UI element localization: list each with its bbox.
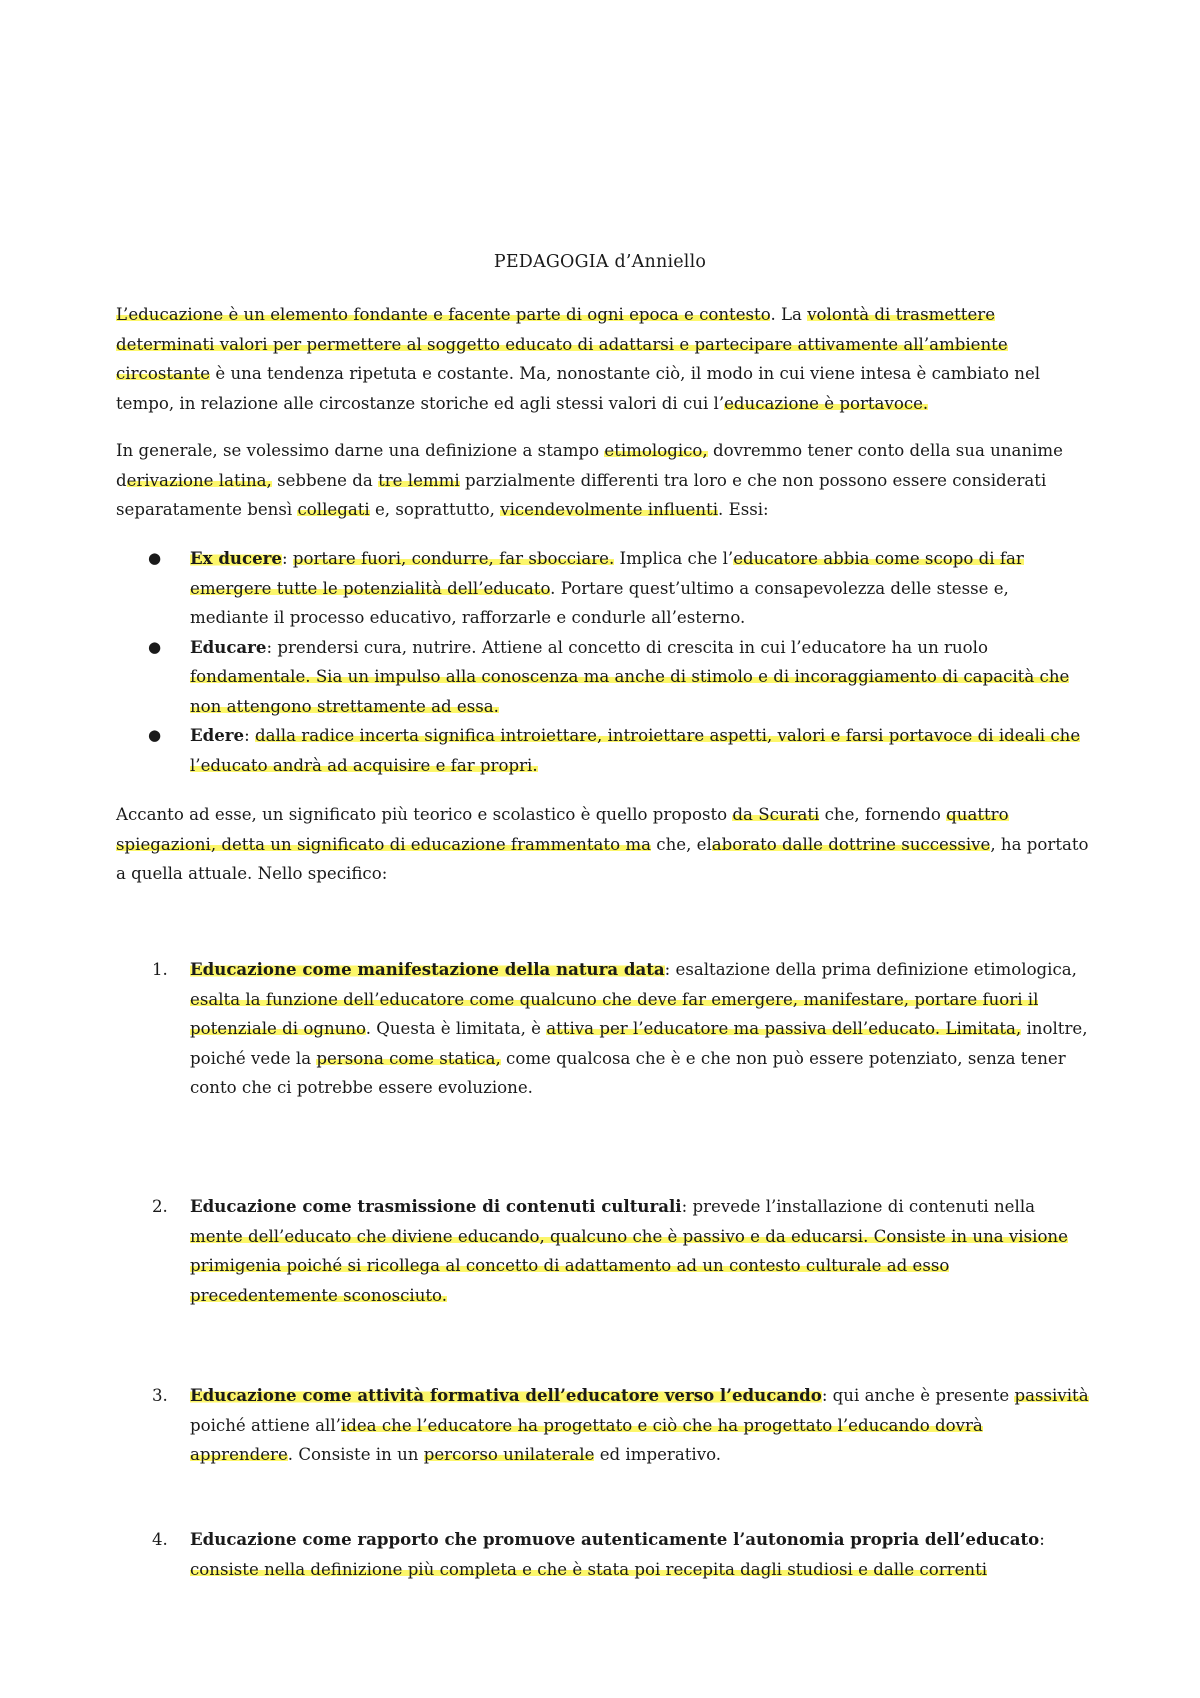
highlight: fondamentale. Sia un impulso alla conoscenza ma anche di stimolo e di incoraggiamento di capacità che non attengono strettamente ad essa.	[190, 667, 1070, 716]
highlight: dalla radice incerta significa introiettare, introiettare aspetti, valori e farsi portavoce di ideali che l’educato andrà ad acquisire e far propri.	[190, 726, 1081, 775]
highlight: da Scurati	[732, 805, 820, 824]
numbered-item-2	[116, 1192, 1090, 1310]
list-item: 1. Educazione come manifestazione della natura data: esaltazione della prima definizione etimologica, esalta la funzione dell’educatore come qualcuno che deve far emergere, manifestare, portare fuori il potenziale di ognuno. Questa è limitata, è attiva per l’educatore ma passiva dell’educato. Limitata, inoltre, poiché vede la persona come statica, come qualcosa che è e che non può essere potenziato, senza tener conto che ci potrebbe essere evoluzione.	[116, 955, 1090, 1103]
highlight: erivazione latina,	[126, 470, 272, 490]
bullet-icon: ●	[148, 726, 162, 744]
term: Educazione come trasmissione di contenuti culturali	[190, 1196, 682, 1216]
highlight: educatore abbia come scopo di far emergere tutte le potenzialità dell’educato	[190, 549, 1024, 598]
highlight: esalta la funzione dell’educatore come qualcuno che deve far emergere, manifestare, portare fuori il potenziale di ognuno	[190, 989, 1039, 1038]
term: Ex ducere	[190, 548, 282, 568]
list-number: 3.	[152, 1386, 168, 1405]
paragraph-scurati: Accanto ad esse, un significato più teorico e scolastico è quello proposto da Scurati che, fornendo quattro spiegazioni, detta un significato di educazione frammentato ma che, elaborato dalle dottrine successive, ha portato a quella attuale. Nello specifico:	[116, 805, 1089, 883]
term: Educazione come rapporto che promuove autenticamente l’autonomia propria dell’educato	[190, 1529, 1040, 1549]
list-item: ● Edere: dalla radice incerta significa introiettare, introiettare aspetti, valori e farsi portavoce di ideali che l’educato andrà ad acquisire e far propri.	[116, 721, 1090, 780]
list-number: 4.	[152, 1530, 168, 1549]
highlight: collegati	[297, 500, 370, 519]
list-number: 1.	[152, 960, 168, 979]
paragraph-etymology: In generale, se volessimo darne una definizione a stampo etimologico, dovremmo tener conto della sua unanime derivazione latina, sebbene da tre lemmi parzialmente differenti tra loro e che non possono essere considerati separatamente bensì collegati e, soprattutto, vicendevolmente influenti. Essi:	[116, 441, 1063, 519]
term: Edere	[190, 725, 245, 745]
list-item: ● Educare: prendersi cura, nutrire. Attiene al concetto di crescita in cui l’educatore ha un ruolo fondamentale. Sia un impulso alla conoscenza ma anche di stimolo e di incoraggiamento di capacità che non attengono strettamente ad essa.	[116, 633, 1090, 722]
paragraph-intro: L’educazione è un elemento fondante e facente parte di ogni epoca e contesto. La volontà di trasmettere determinati valori per permettere al soggetto educato di adattarsi e partecipare attivamente all’ambiente circostante è una tendenza ripetuta e costante. Ma, nonostante ciò, il modo in cui viene intesa è cambiato nel tempo, in relazione alle circostanze storiche ed agli stessi valori di cui l’educazione è portavoce.	[116, 305, 1041, 413]
highlight: percorso unilaterale	[423, 1445, 595, 1464]
highlight: vicendevolmente influenti	[500, 500, 719, 519]
term: Educazione come manifestazione della natura data	[190, 959, 665, 979]
highlight: consiste nella definizione più completa e che è stata poi recepita dagli studiosi e dalle correnti	[190, 1559, 988, 1579]
highlight	[190, 1386, 822, 1405]
term: Educare	[190, 636, 267, 657]
list-item: ● Ex ducere: portare fuori, condurre, far sbocciare. Implica che l’educatore abbia come scopo di far emergere tutte le potenzialità dell’educato. Portare quest’ultimo a consapevolezza delle stesse e, mediante il processo educativo, rafforzarle e condurle all’esterno.	[116, 544, 1090, 633]
highlight: aborato dalle dottrine successive	[711, 834, 991, 854]
highlight: volontà di trasmettere determinati valori per permettere al soggetto educato di adattarsi e partecipare attivamente all’ambiente circostante	[116, 305, 1008, 383]
highlight: mente dell’educato che diviene educando, qualcuno che è passivo e da educarsi. Consiste in una visione primigenia poiché si ricollega al concetto di adattamento ad un contesto culturale ad esso precedentemente sconosciuto.	[190, 1226, 1068, 1305]
bullet-list	[116, 544, 1090, 780]
bullet-icon: ●	[148, 637, 162, 656]
list-item: 2. Educazione come trasmissione di contenuti culturali: prevede l’installazione di contenuti nella mente dell’educato che diviene educando, qualcuno che è passivo e da educarsi. Consiste in una visione primigenia poiché si ricollega al concetto di adattamento ad un contesto culturale ad esso precedentemente sconosciuto.	[116, 1192, 1090, 1310]
bullet-icon: ●	[148, 549, 162, 567]
list-item: 3. Educazione come attività formativa dell’educatore verso l’educando: qui anche è presente passività poiché attiene all’idea che l’educatore ha progettato e ciò che ha progettato l’educando dovrà apprendere. Consiste in un percorso unilaterale ed imperativo.	[116, 1381, 1090, 1470]
highlight: portare fuori, condurre, far sbocciare.	[292, 549, 615, 568]
highlight: quattro spiegazioni, detta un significato di educazione frammentato ma	[116, 805, 1009, 854]
document-title: PEDAGOGIA d’Anniello	[493, 252, 707, 272]
highlight	[190, 549, 282, 568]
highlight	[190, 960, 665, 979]
highlight: etimologico,	[604, 441, 708, 460]
highlight: idea che l’educatore ha progettato e ciò che ha progettato l’educando dovrà apprendere	[190, 1415, 983, 1464]
numbered-item-1	[116, 955, 1090, 1103]
list-number: 2.	[152, 1197, 168, 1216]
list-item: 4. Educazione come rapporto che promuove autenticamente l’autonomia propria dell’educato: consiste nella definizione più completa e che è stata poi recepita dagli studiosi e dalle correnti	[116, 1525, 1090, 1584]
numbered-item-4	[116, 1525, 1090, 1584]
numbered-item-3	[116, 1381, 1090, 1470]
term: Educazione come attività formativa dell’educatore verso l’educando	[190, 1385, 822, 1405]
highlight: passività	[1014, 1386, 1089, 1405]
highlight: attiva per l’educatore ma passiva dell’educato. Limitata,	[546, 1019, 1022, 1038]
highlight: tre lemmi	[378, 470, 460, 490]
highlight: persona come statica,	[316, 1048, 501, 1068]
highlight: L’educazione è un elemento fondante e facente parte di ogni epoca e contesto	[116, 305, 771, 324]
highlight: educazione è portavoce.	[724, 393, 929, 413]
